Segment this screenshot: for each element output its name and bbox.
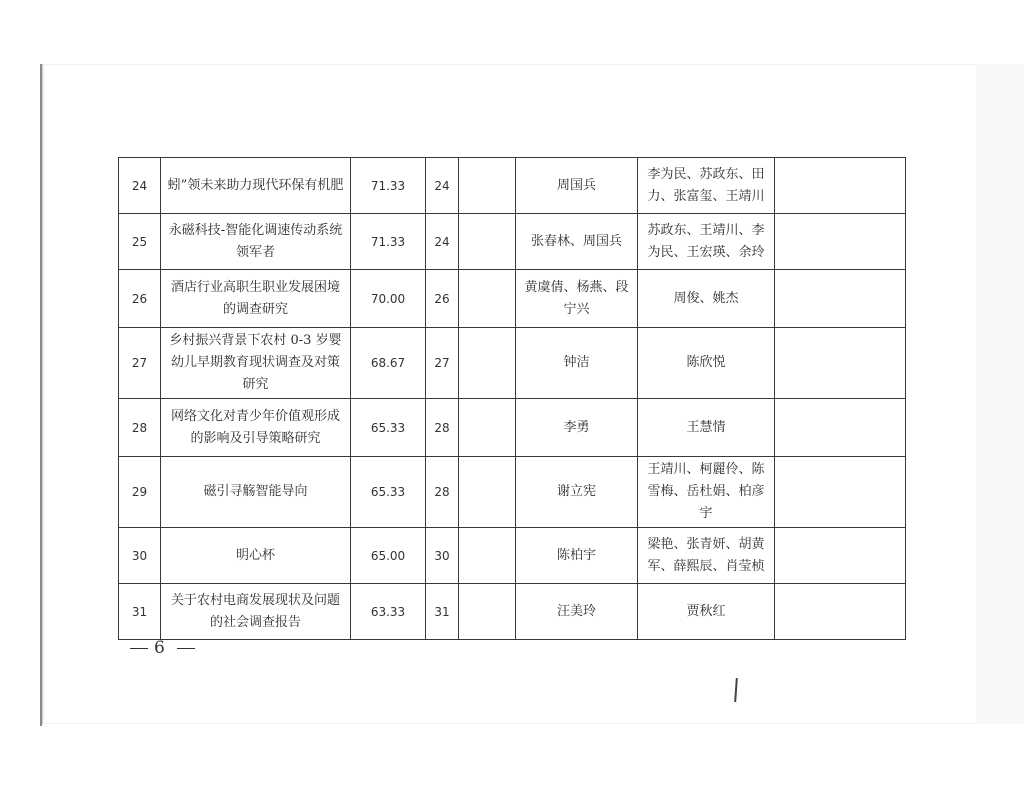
award-level-cell <box>459 214 516 270</box>
advisors-cell: 王慧情 <box>638 399 775 457</box>
team-leader-cell: 李勇 <box>516 399 638 457</box>
remark-cell <box>775 399 906 457</box>
award-level-cell <box>459 158 516 214</box>
row-number-cell: 30 <box>119 528 161 584</box>
footer-dash-left <box>130 648 148 649</box>
rank-cell: 28 <box>426 457 459 528</box>
rank-cell: 26 <box>426 270 459 328</box>
row-number-cell: 25 <box>119 214 161 270</box>
advisors-cell: 陈欣悦 <box>638 328 775 399</box>
project-title-cell: 永磁科技-智能化调速传动系统领军者 <box>161 214 351 270</box>
rank-cell: 31 <box>426 584 459 640</box>
remark-cell <box>775 457 906 528</box>
row-number-cell: 24 <box>119 158 161 214</box>
score-cell: 65.33 <box>351 399 426 457</box>
team-leader-cell: 周国兵 <box>516 158 638 214</box>
footer-dash-right <box>177 648 195 649</box>
page-number-value: 6 <box>154 638 171 658</box>
row-number-cell: 28 <box>119 399 161 457</box>
rank-cell: 30 <box>426 528 459 584</box>
award-level-cell <box>459 399 516 457</box>
page-number <box>124 638 201 658</box>
team-leader-cell: 谢立宪 <box>516 457 638 528</box>
table-row <box>119 584 906 640</box>
table-row <box>119 528 906 584</box>
award-level-cell <box>459 270 516 328</box>
table-row <box>119 214 906 270</box>
project-title-cell: 关于农村电商发展现状及问题的社会调查报告 <box>161 584 351 640</box>
advisors-cell: 苏政东、王靖川、李为民、王宏瑛、余玲 <box>638 214 775 270</box>
table-row <box>119 158 906 214</box>
award-level-cell <box>459 584 516 640</box>
row-number-cell: 26 <box>119 270 161 328</box>
score-cell: 70.00 <box>351 270 426 328</box>
project-title-cell: 磁引寻觞智能导向 <box>161 457 351 528</box>
team-leader-cell: 张春林、周国兵 <box>516 214 638 270</box>
score-cell: 63.33 <box>351 584 426 640</box>
remark-cell <box>775 528 906 584</box>
row-number-cell: 31 <box>119 584 161 640</box>
results-table-body <box>119 158 906 640</box>
remark-cell <box>775 270 906 328</box>
remark-cell <box>775 584 906 640</box>
table-row <box>119 328 906 399</box>
award-level-cell <box>459 528 516 584</box>
rank-cell: 28 <box>426 399 459 457</box>
award-level-cell <box>459 328 516 399</box>
project-title-cell: 乡村振兴背景下农村 0-3 岁婴幼儿早期教育现状调查及对策研究 <box>161 328 351 399</box>
score-cell: 65.00 <box>351 528 426 584</box>
row-number-cell: 27 <box>119 328 161 399</box>
advisors-cell: 梁艳、张青妍、胡黄军、薛熙辰、肖莹桢 <box>638 528 775 584</box>
team-leader-cell: 黄虞倩、杨燕、段宁兴 <box>516 270 638 328</box>
results-table <box>118 157 906 640</box>
advisors-cell: 贾秋红 <box>638 584 775 640</box>
table-row <box>119 270 906 328</box>
rank-cell: 24 <box>426 214 459 270</box>
project-title-cell: 明心杯 <box>161 528 351 584</box>
award-level-cell <box>459 457 516 528</box>
team-leader-cell: 汪美玲 <box>516 584 638 640</box>
score-cell: 65.33 <box>351 457 426 528</box>
table-row <box>119 399 906 457</box>
project-title-cell: 酒店行业高职生职业发展困境的调查研究 <box>161 270 351 328</box>
remark-cell <box>775 158 906 214</box>
remark-cell <box>775 214 906 270</box>
score-cell: 71.33 <box>351 214 426 270</box>
project-title-cell: 蚓”领未来助力现代环保有机肥 <box>161 158 351 214</box>
team-leader-cell: 钟洁 <box>516 328 638 399</box>
rank-cell: 24 <box>426 158 459 214</box>
score-cell: 68.67 <box>351 328 426 399</box>
project-title-cell: 网络文化对青少年价值观形成的影响及引导策略研究 <box>161 399 351 457</box>
advisors-cell: 周俊、姚杰 <box>638 270 775 328</box>
advisors-cell: 王靖川、柯麗伶、陈雪梅、岳杜娟、柏彦宇 <box>638 457 775 528</box>
scan-margin <box>976 64 1024 724</box>
advisors-cell: 李为民、苏政东、田力、张富玺、王靖川 <box>638 158 775 214</box>
row-number-cell: 29 <box>119 457 161 528</box>
rank-cell: 27 <box>426 328 459 399</box>
table-row <box>119 457 906 528</box>
team-leader-cell: 陈柏宇 <box>516 528 638 584</box>
score-cell: 71.33 <box>351 158 426 214</box>
remark-cell <box>775 328 906 399</box>
